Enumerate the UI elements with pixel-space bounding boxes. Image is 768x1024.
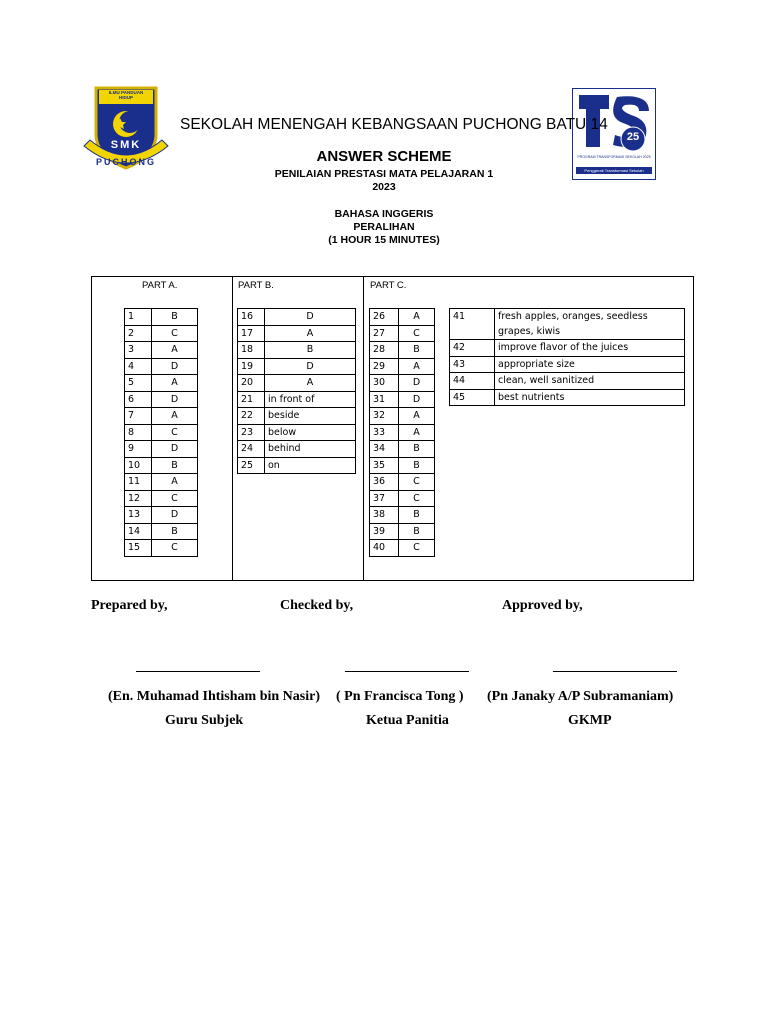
answer-cell: D	[265, 358, 356, 375]
question-number: 43	[450, 356, 495, 373]
question-number: 12	[125, 490, 152, 507]
question-number: 35	[370, 457, 399, 474]
answer-cell: in front of	[265, 391, 356, 408]
question-number: 14	[125, 523, 152, 540]
answer-cell: improve flavor of the juices	[495, 340, 685, 357]
answer-cell: B	[399, 523, 435, 540]
question-number: 20	[238, 375, 265, 392]
answer-row	[238, 408, 356, 425]
answer-row	[238, 325, 356, 342]
answer-cell: fresh apples, oranges, seedless grapes, kiwis	[495, 309, 685, 340]
question-number: 6	[125, 391, 152, 408]
answer-cell: A	[265, 325, 356, 342]
answer-row	[125, 490, 198, 507]
ts25-tagline: Penggerak Transformasi Sekolah	[576, 167, 652, 174]
answer-row	[450, 389, 685, 406]
exam-duration: (1 HOUR 15 MINUTES)	[328, 234, 440, 246]
answer-row	[450, 340, 685, 357]
question-number: 31	[370, 391, 399, 408]
question-number: 4	[125, 358, 152, 375]
answer-cell: B	[152, 457, 198, 474]
answer-row	[125, 309, 198, 326]
answer-row	[125, 507, 198, 524]
question-number: 26	[370, 309, 399, 326]
question-number: 32	[370, 408, 399, 425]
preparer-name: (En. Muhamad Ihtisham bin Nasir)	[108, 689, 320, 704]
question-number: 42	[450, 340, 495, 357]
answer-cell: A	[265, 375, 356, 392]
answer-row	[125, 457, 198, 474]
question-number: 9	[125, 441, 152, 458]
signature-line-checked	[345, 671, 469, 672]
answer-row	[125, 424, 198, 441]
answer-row	[370, 309, 435, 326]
answer-row	[370, 408, 435, 425]
ts25-caption: PROGRAM TRANSFORMASI SEKOLAH 2025	[577, 155, 651, 159]
answer-cell: A	[399, 358, 435, 375]
question-number: 22	[238, 408, 265, 425]
part-a-table	[124, 308, 198, 557]
question-number: 34	[370, 441, 399, 458]
answer-row	[370, 457, 435, 474]
question-number: 3	[125, 342, 152, 359]
school-name: SEKOLAH MENENGAH KEBANGSAAN PUCHONG BATU 14	[180, 116, 608, 133]
exam-name: PENILAIAN PRESTASI MATA PELAJARAN 1	[274, 168, 494, 180]
answer-cell: below	[265, 424, 356, 441]
answer-cell: C	[399, 325, 435, 342]
column-divider	[232, 277, 233, 580]
answer-cell: D	[399, 391, 435, 408]
answer-row	[370, 540, 435, 557]
answer-cell: C	[152, 490, 198, 507]
checker-title: Ketua Panitia	[366, 713, 449, 728]
ts25-program-logo	[572, 88, 656, 180]
checker-name: ( Pn Francisca Tong )	[336, 689, 464, 704]
answer-row	[125, 358, 198, 375]
question-number: 1	[125, 309, 152, 326]
answer-cell: A	[399, 408, 435, 425]
question-number: 30	[370, 375, 399, 392]
prepared-by-label: Prepared by,	[91, 598, 168, 613]
answer-cell: A	[152, 342, 198, 359]
answer-cell: B	[399, 441, 435, 458]
answer-cell: A	[152, 474, 198, 491]
question-number: 16	[238, 309, 265, 326]
part-c-written-table	[449, 308, 685, 406]
answer-row	[370, 490, 435, 507]
answer-row	[125, 325, 198, 342]
answer-cell: B	[399, 457, 435, 474]
answer-cell: appropriate size	[495, 356, 685, 373]
checked-by-label: Checked by,	[280, 598, 354, 613]
answer-cell: C	[399, 474, 435, 491]
answer-cell: C	[152, 424, 198, 441]
answer-row	[370, 523, 435, 540]
question-number: 7	[125, 408, 152, 425]
question-number: 44	[450, 373, 495, 390]
answer-cell: B	[152, 523, 198, 540]
question-number: 33	[370, 424, 399, 441]
crest-bottom-text: PUCHONG	[95, 157, 156, 167]
answer-cell: A	[152, 375, 198, 392]
answer-row	[125, 408, 198, 425]
part-c-label: PART C.	[370, 280, 407, 291]
answer-row	[238, 391, 356, 408]
part-b-table	[237, 308, 356, 474]
document-title: ANSWER SCHEME	[316, 148, 452, 165]
crest-initials: SMK	[110, 139, 142, 151]
answer-row	[370, 358, 435, 375]
answer-cell: A	[399, 424, 435, 441]
answer-row	[370, 507, 435, 524]
question-number: 17	[238, 325, 265, 342]
answer-row	[370, 474, 435, 491]
answer-cell: C	[399, 540, 435, 557]
question-number: 2	[125, 325, 152, 342]
part-c-table	[369, 308, 435, 557]
answer-cell: C	[399, 490, 435, 507]
question-number: 39	[370, 523, 399, 540]
answer-row	[450, 356, 685, 373]
exam-year: 2023	[372, 181, 396, 193]
answer-row	[238, 342, 356, 359]
answer-row	[125, 474, 198, 491]
question-number: 19	[238, 358, 265, 375]
answer-cell: best nutrients	[495, 389, 685, 406]
question-number: 36	[370, 474, 399, 491]
subject-name: BAHASA INGGERIS	[334, 208, 434, 220]
answer-row	[370, 325, 435, 342]
answer-row	[238, 424, 356, 441]
question-number: 8	[125, 424, 152, 441]
answer-row	[238, 309, 356, 326]
answer-row	[238, 358, 356, 375]
question-number: 25	[238, 457, 265, 474]
answer-row	[125, 375, 198, 392]
answer-cell: D	[152, 358, 198, 375]
answer-box	[91, 276, 694, 581]
question-number: 13	[125, 507, 152, 524]
preparer-title: Guru Subjek	[165, 713, 244, 728]
approved-by-label: Approved by,	[502, 598, 583, 613]
question-number: 24	[238, 441, 265, 458]
answer-cell: B	[265, 342, 356, 359]
signature-line-approved	[553, 671, 677, 672]
answer-cell: D	[152, 391, 198, 408]
answer-row	[238, 441, 356, 458]
answer-row	[125, 441, 198, 458]
approver-name: (Pn Janaky A/P Subramaniam)	[487, 689, 674, 704]
answer-cell: B	[152, 309, 198, 326]
crest-top-text: ILMU PANDUAN HIDUP	[108, 90, 144, 100]
answer-cell: C	[152, 325, 198, 342]
signature-line-prepared	[136, 671, 260, 672]
ts25-number: 25	[626, 131, 640, 143]
school-crest-logo	[80, 84, 172, 180]
question-number: 5	[125, 375, 152, 392]
answer-row	[370, 424, 435, 441]
part-b-label: PART B.	[238, 280, 274, 291]
answer-row	[238, 457, 356, 474]
question-number: 41	[450, 309, 495, 340]
question-number: 21	[238, 391, 265, 408]
part-a-label: PART A.	[142, 280, 178, 291]
question-number: 40	[370, 540, 399, 557]
answer-cell: beside	[265, 408, 356, 425]
question-number: 38	[370, 507, 399, 524]
question-number: 11	[125, 474, 152, 491]
column-divider	[363, 277, 364, 580]
answer-cell: D	[399, 375, 435, 392]
question-number: 18	[238, 342, 265, 359]
answer-row	[370, 342, 435, 359]
question-number: 29	[370, 358, 399, 375]
answer-row	[125, 540, 198, 557]
answer-row	[238, 375, 356, 392]
answer-row	[370, 391, 435, 408]
answer-row	[125, 523, 198, 540]
answer-row	[125, 391, 198, 408]
approver-title: GKMP	[568, 713, 612, 728]
question-number: 45	[450, 389, 495, 406]
answer-cell: C	[152, 540, 198, 557]
question-number: 28	[370, 342, 399, 359]
answer-row	[370, 375, 435, 392]
question-number: 10	[125, 457, 152, 474]
answer-cell: clean, well sanitized	[495, 373, 685, 390]
answer-cell: D	[152, 507, 198, 524]
question-number: 23	[238, 424, 265, 441]
answer-row	[450, 309, 685, 340]
answer-cell: on	[265, 457, 356, 474]
question-number: 27	[370, 325, 399, 342]
answer-cell: A	[152, 408, 198, 425]
class-level: PERALIHAN	[353, 221, 415, 233]
answer-cell: A	[399, 309, 435, 326]
answer-cell: D	[265, 309, 356, 326]
answer-row	[370, 441, 435, 458]
answer-cell: behind	[265, 441, 356, 458]
question-number: 37	[370, 490, 399, 507]
answer-row	[125, 342, 198, 359]
answer-cell: B	[399, 342, 435, 359]
answer-cell: B	[399, 507, 435, 524]
answer-cell: D	[152, 441, 198, 458]
answer-row	[450, 373, 685, 390]
question-number: 15	[125, 540, 152, 557]
